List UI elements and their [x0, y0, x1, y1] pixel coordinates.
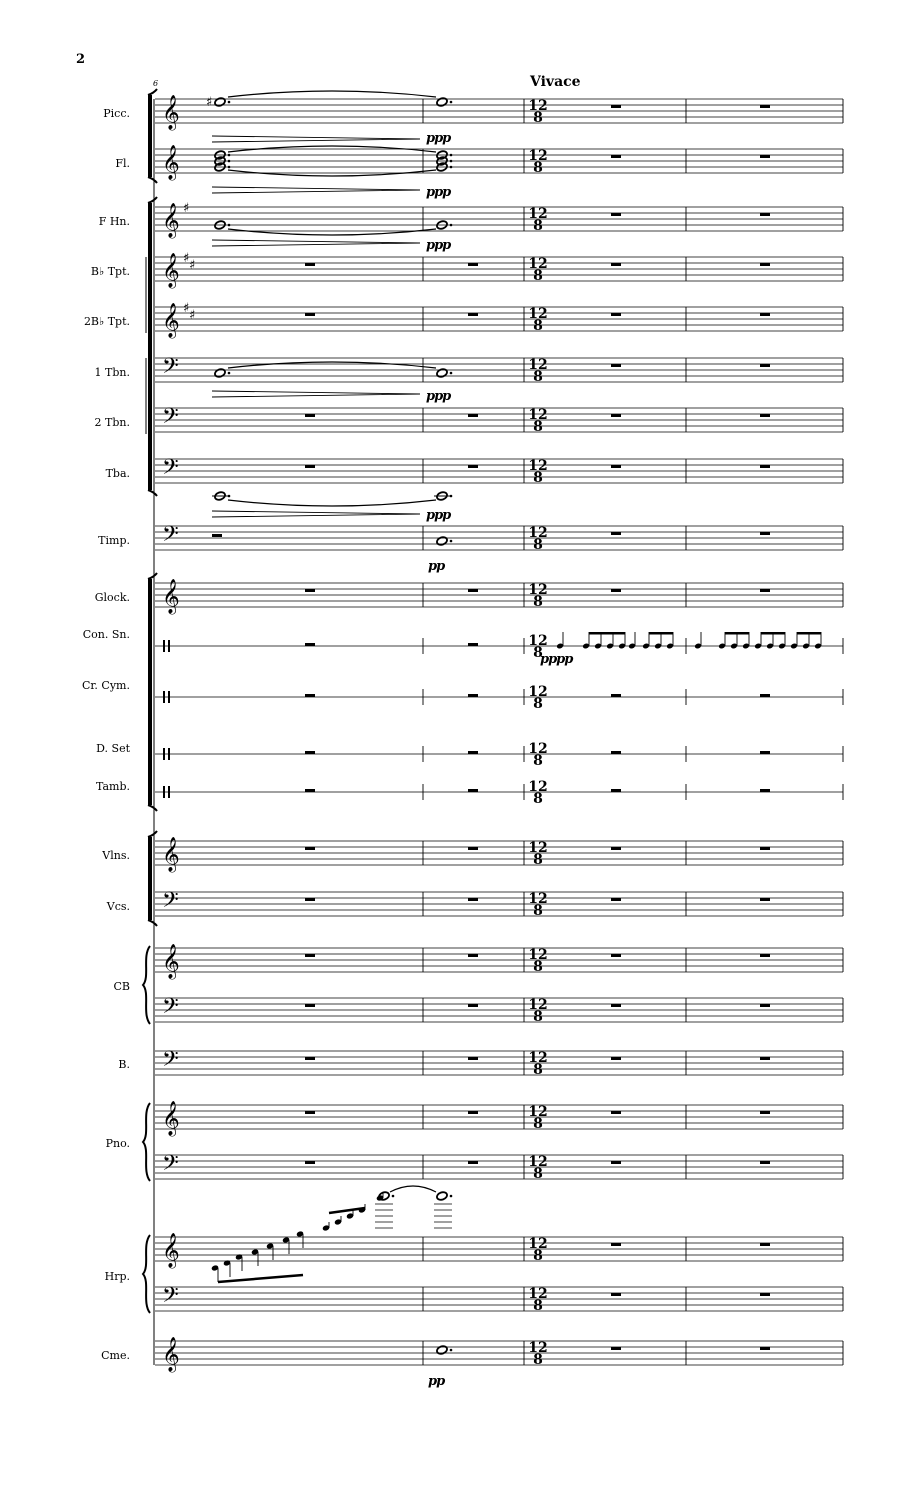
percussion-clef-icon: [168, 748, 170, 760]
time-signature-denominator: 8: [533, 160, 543, 176]
key-sharp-icon: ♯: [183, 201, 190, 216]
note-fl-dot: [228, 154, 231, 157]
measure-rest: [760, 789, 770, 792]
measure-rest: [611, 694, 621, 697]
measure-rest: [760, 263, 770, 266]
hairpin-fhn: [212, 240, 420, 246]
measure-rest: [611, 364, 621, 367]
brace-cb: [143, 946, 150, 1024]
tie-hrp: [390, 1186, 436, 1192]
measure-rest: [305, 414, 315, 417]
measure-rest: [760, 847, 770, 850]
dynamic-picc: ppp: [426, 131, 451, 146]
note-fhn-dot: [450, 224, 453, 227]
key-sharp-icon: ♯: [183, 301, 190, 316]
time-signature-numerator: 12: [528, 741, 548, 757]
time-signature-denominator: 8: [533, 1166, 543, 1182]
percussion-clef-icon: [163, 640, 165, 652]
instrument-label-tbn1: 1 Tbn.: [94, 366, 130, 379]
measure-rest: [305, 1057, 315, 1060]
measure-rest: [611, 1004, 621, 1007]
measure-rest: [760, 1111, 770, 1114]
note-picc: [436, 97, 448, 107]
measure-rest: [468, 898, 478, 901]
time-signature-denominator: 8: [533, 1298, 543, 1314]
instrument-label-fhn: F Hn.: [98, 215, 130, 228]
hairpin-picc: [212, 136, 420, 142]
measure-rest: [468, 313, 478, 316]
time-signature-numerator: 12: [528, 1286, 548, 1302]
measure-rest: [611, 751, 621, 754]
measure-rest: [305, 1161, 315, 1164]
instrument-label-cb: CB: [113, 980, 130, 993]
measure-rest: [760, 954, 770, 957]
barlines: [423, 99, 843, 1365]
time-signature-denominator: 8: [533, 369, 543, 385]
measure-rest: [611, 532, 621, 535]
time-signature-numerator: 12: [528, 947, 548, 963]
time-signature-denominator: 8: [533, 1009, 543, 1025]
instrument-label-crcym: Cr. Cym.: [81, 679, 130, 692]
note-picc-dot: [228, 101, 231, 104]
tie-picc: [228, 91, 436, 97]
instrument-label-timp: Timp.: [98, 534, 130, 547]
time-signature-numerator: 12: [528, 206, 548, 222]
tie-tbn1: [228, 362, 436, 368]
time-signature-numerator: 12: [528, 684, 548, 700]
measure-rest: [760, 105, 770, 108]
note-fl-dot: [228, 160, 231, 163]
instrument-label-tamb: Tamb.: [95, 780, 130, 793]
treble-clef-icon: 𝄞: [162, 303, 180, 338]
measure-rest: [468, 263, 478, 266]
percussion-clef-icon: [163, 748, 165, 760]
staff-lines: [155, 99, 843, 1365]
measure-rest: [468, 1004, 478, 1007]
time-signature-numerator: 12: [528, 306, 548, 322]
time-signature-denominator: 8: [533, 753, 543, 769]
key-sharp-icon: ♯: [183, 251, 190, 266]
harp-beam: [218, 1275, 303, 1282]
measure-rest: [468, 643, 478, 646]
dynamic-consn: pppp: [540, 652, 573, 667]
instrument-label-cme: Cme.: [101, 1349, 130, 1362]
note-tbn1-dot: [228, 372, 231, 375]
tie-tba: [228, 500, 436, 506]
time-signature-denominator: 8: [533, 1248, 543, 1264]
percussion-clef-icon: [168, 786, 170, 798]
measure-rest: [611, 465, 621, 468]
measure-rest: [760, 213, 770, 216]
bracket-brass: [148, 490, 157, 496]
bracket-brass: [148, 197, 157, 203]
measure-rest: [468, 751, 478, 754]
measure-rest: [760, 1293, 770, 1296]
measure-rest: [468, 1111, 478, 1114]
measure-rest: [611, 1111, 621, 1114]
measure-rest: [760, 1347, 770, 1350]
time-signature-numerator: 12: [528, 1154, 548, 1170]
measure-rest: [611, 1243, 621, 1246]
half-rest: [212, 534, 222, 537]
time-signature-numerator: 12: [528, 779, 548, 795]
measure-rest: [305, 954, 315, 957]
measure-rest: [760, 1161, 770, 1164]
dynamic-tbn1: ppp: [426, 389, 451, 404]
hairpin-fl: [212, 187, 420, 193]
bass-clef-icon: 𝄢: [162, 522, 179, 552]
measure-rest: [305, 263, 315, 266]
measure-rest: [305, 898, 315, 901]
note-cme: [436, 1345, 448, 1355]
time-signature-numerator: 12: [528, 407, 548, 423]
note-timp: [436, 536, 448, 546]
measure-rest: [611, 898, 621, 901]
measure-rest: [760, 1243, 770, 1246]
measure-rest: [760, 532, 770, 535]
system-brackets: [143, 89, 157, 1365]
time-signature-numerator: 12: [528, 1104, 548, 1120]
measure-rest: [468, 954, 478, 957]
note-tbn1: [436, 368, 448, 378]
bass-clef-icon: 𝄢: [162, 354, 179, 384]
time-signature-numerator: 12: [528, 633, 548, 649]
treble-clef-icon: 𝄞: [162, 145, 180, 180]
instrument-label-vcs: Vcs.: [106, 900, 130, 913]
treble-clef-icon: 𝄞: [162, 203, 180, 238]
measure-rest: [611, 954, 621, 957]
brace-piano: [143, 1103, 150, 1181]
note-picc-dot: [450, 101, 453, 104]
measure-rest: [760, 1057, 770, 1060]
time-signature-denominator: 8: [533, 318, 543, 334]
measure-rest: [611, 847, 621, 850]
note-fhn-dot: [228, 224, 231, 227]
time-signature-numerator: 12: [528, 357, 548, 373]
measure-rest: [468, 1161, 478, 1164]
treble-clef-icon: 𝄞: [162, 253, 180, 288]
tempo-marking: Vivace: [530, 74, 581, 90]
instrument-label-fl: Fl.: [115, 157, 130, 170]
dynamic-timp: pp: [428, 559, 445, 574]
hairpin-tbn1: [212, 391, 420, 397]
time-signature-numerator: 12: [528, 1050, 548, 1066]
measure-rest: [305, 643, 315, 646]
dynamic-fhn: ppp: [426, 238, 451, 253]
instrument-label-glock: Glock.: [94, 591, 130, 604]
note-hrp-dot: [450, 1195, 453, 1198]
instrument-label-consn: Con. Sn.: [82, 628, 130, 641]
snare-beam: [589, 632, 625, 635]
bracket-strings: [148, 920, 157, 926]
dynamic-cme: pp: [428, 1374, 445, 1389]
measure-rest: [611, 414, 621, 417]
measure-rest: [468, 694, 478, 697]
time-signature-denominator: 8: [533, 268, 543, 284]
time-signature-denominator: 8: [533, 852, 543, 868]
instrument-label-dset: D. Set: [96, 742, 130, 755]
measure-rest: [305, 1004, 315, 1007]
instrument-label-pno: Pno.: [105, 1137, 130, 1150]
time-signature-denominator: 8: [533, 959, 543, 975]
note-fl-dot: [450, 166, 453, 169]
measure-rest: [611, 1057, 621, 1060]
bass-clef-icon: 𝄢: [162, 994, 179, 1024]
time-signature-numerator: 12: [528, 997, 548, 1013]
bracket-strings: [148, 831, 157, 837]
measure-rest: [611, 1161, 621, 1164]
bass-clef-icon: 𝄢: [162, 455, 179, 485]
time-signatures: [528, 98, 547, 1368]
measure-rest: [468, 789, 478, 792]
time-signature-denominator: 8: [533, 645, 543, 661]
measure-rest: [760, 465, 770, 468]
note-timp-dot: [450, 540, 453, 543]
time-signature-numerator: 12: [528, 891, 548, 907]
measure-rest: [760, 414, 770, 417]
measure-rest: [305, 751, 315, 754]
measure-rest: [760, 155, 770, 158]
instrument-label-b: B.: [118, 1058, 130, 1071]
time-signature-numerator: 12: [528, 256, 548, 272]
dynamic-tba: ppp: [426, 508, 451, 523]
instrument-label-hrp: Hrp.: [104, 1270, 130, 1283]
tie-fhn: [228, 229, 436, 235]
bass-clef-icon: 𝄢: [162, 888, 179, 918]
note-tbn1-dot: [450, 372, 453, 375]
time-signature-denominator: 8: [533, 218, 543, 234]
treble-clef-icon: 𝄞: [162, 1337, 180, 1372]
measure-rest: [611, 263, 621, 266]
time-signature-numerator: 12: [528, 582, 548, 598]
key-sharp-icon: ♯: [189, 258, 196, 273]
instrument-label-tba: Tba.: [105, 467, 130, 480]
instrument-label-tpt1: B♭ Tpt.: [90, 265, 130, 278]
time-signature-denominator: 8: [533, 1116, 543, 1132]
note-tbn1: [214, 368, 226, 378]
measure-rest: [760, 313, 770, 316]
measure-rest: [760, 364, 770, 367]
bracket-woodwinds: [148, 177, 157, 183]
percussion-clef-icon: [168, 691, 170, 703]
brace-harp: [143, 1235, 150, 1313]
bracket-percussion: [148, 573, 157, 579]
instrument-label-vlns: Vlns.: [102, 849, 130, 862]
percussion-clef-icon: [163, 786, 165, 798]
measure-rest: [305, 313, 315, 316]
treble-clef-icon: 𝄞: [162, 837, 180, 872]
snare-beam: [725, 632, 749, 635]
note-fl-dot: [228, 166, 231, 169]
snare-beam: [761, 632, 785, 635]
instrument-label-tpt2: 2B♭ Tpt.: [83, 315, 130, 328]
note-fl-dot: [450, 160, 453, 163]
time-signature-denominator: 8: [533, 419, 543, 435]
measure-rest: [611, 1347, 621, 1350]
treble-clef-icon: 𝄞: [162, 1101, 180, 1136]
bracket-woodwinds: [148, 89, 157, 95]
time-signature-numerator: 12: [528, 1340, 548, 1356]
note-hrp-dot: [392, 1195, 395, 1198]
instrument-label-picc: Picc.: [103, 107, 130, 120]
measure-rest: [468, 1057, 478, 1060]
clefs: [162, 95, 212, 1373]
measure-rest: [760, 898, 770, 901]
treble-clef-icon: 𝄞: [162, 579, 180, 614]
snare-beam: [649, 632, 673, 635]
treble-clef-icon: 𝄞: [162, 95, 180, 130]
measure-rest: [760, 1004, 770, 1007]
measure-rest: [305, 789, 315, 792]
instrument-label-tbn2: 2 Tbn.: [94, 416, 130, 429]
time-signature-denominator: 8: [533, 110, 543, 126]
measure-rest: [305, 694, 315, 697]
note-cme-dot: [450, 1349, 453, 1352]
time-signature-denominator: 8: [533, 1352, 543, 1368]
measure-rest: [611, 213, 621, 216]
time-signature-denominator: 8: [533, 1062, 543, 1078]
bass-clef-icon: 𝄢: [162, 1151, 179, 1181]
page-number: 2: [76, 52, 86, 67]
time-signature-numerator: 12: [528, 98, 548, 114]
time-signature-numerator: 12: [528, 148, 548, 164]
measure-rest: [760, 751, 770, 754]
time-signature-denominator: 8: [533, 696, 543, 712]
bass-clef-icon: 𝄢: [162, 1283, 179, 1313]
snare-beam: [797, 632, 821, 635]
time-signature-numerator: 12: [528, 458, 548, 474]
time-signature-denominator: 8: [533, 470, 543, 486]
measure-rest: [760, 694, 770, 697]
note-fl-dot: [450, 154, 453, 157]
measure-rest: [468, 589, 478, 592]
measure-rest: [468, 414, 478, 417]
accidental-sharp-icon: ♯: [206, 95, 213, 110]
percussion-clef-icon: [163, 691, 165, 703]
measure-rest: [468, 847, 478, 850]
hairpin-tba: [212, 511, 420, 517]
measure-rest: [611, 155, 621, 158]
bracket-percussion: [148, 805, 157, 811]
measure-rest: [305, 1111, 315, 1114]
time-signature-numerator: 12: [528, 525, 548, 541]
measure-rest: [611, 789, 621, 792]
time-signature-denominator: 8: [533, 537, 543, 553]
note-picc: [214, 97, 226, 107]
time-signature-numerator: 12: [528, 840, 548, 856]
note-hrp: [378, 1191, 390, 1201]
note-hrp: [436, 1191, 448, 1201]
dynamic-fl: ppp: [426, 185, 451, 200]
percussion-clef-icon: [168, 640, 170, 652]
measure-rest: [760, 589, 770, 592]
measure-rest: [611, 589, 621, 592]
measure-rest: [305, 847, 315, 850]
measure-number: 6: [153, 79, 159, 88]
bass-clef-icon: 𝄢: [162, 1047, 179, 1077]
time-signature-denominator: 8: [533, 791, 543, 807]
measure-rest: [468, 465, 478, 468]
time-signature-numerator: 12: [528, 1236, 548, 1252]
measure-rest: [611, 1293, 621, 1296]
time-signature-denominator: 8: [533, 903, 543, 919]
key-sharp-icon: ♯: [189, 308, 196, 323]
measure-rest: [305, 465, 315, 468]
measure-rest: [611, 105, 621, 108]
treble-clef-icon: 𝄞: [162, 1233, 180, 1268]
bass-clef-icon: 𝄢: [162, 404, 179, 434]
measure-rest: [611, 313, 621, 316]
time-signature-denominator: 8: [533, 594, 543, 610]
treble-clef-icon: 𝄞: [162, 944, 180, 979]
measure-rest: [305, 589, 315, 592]
